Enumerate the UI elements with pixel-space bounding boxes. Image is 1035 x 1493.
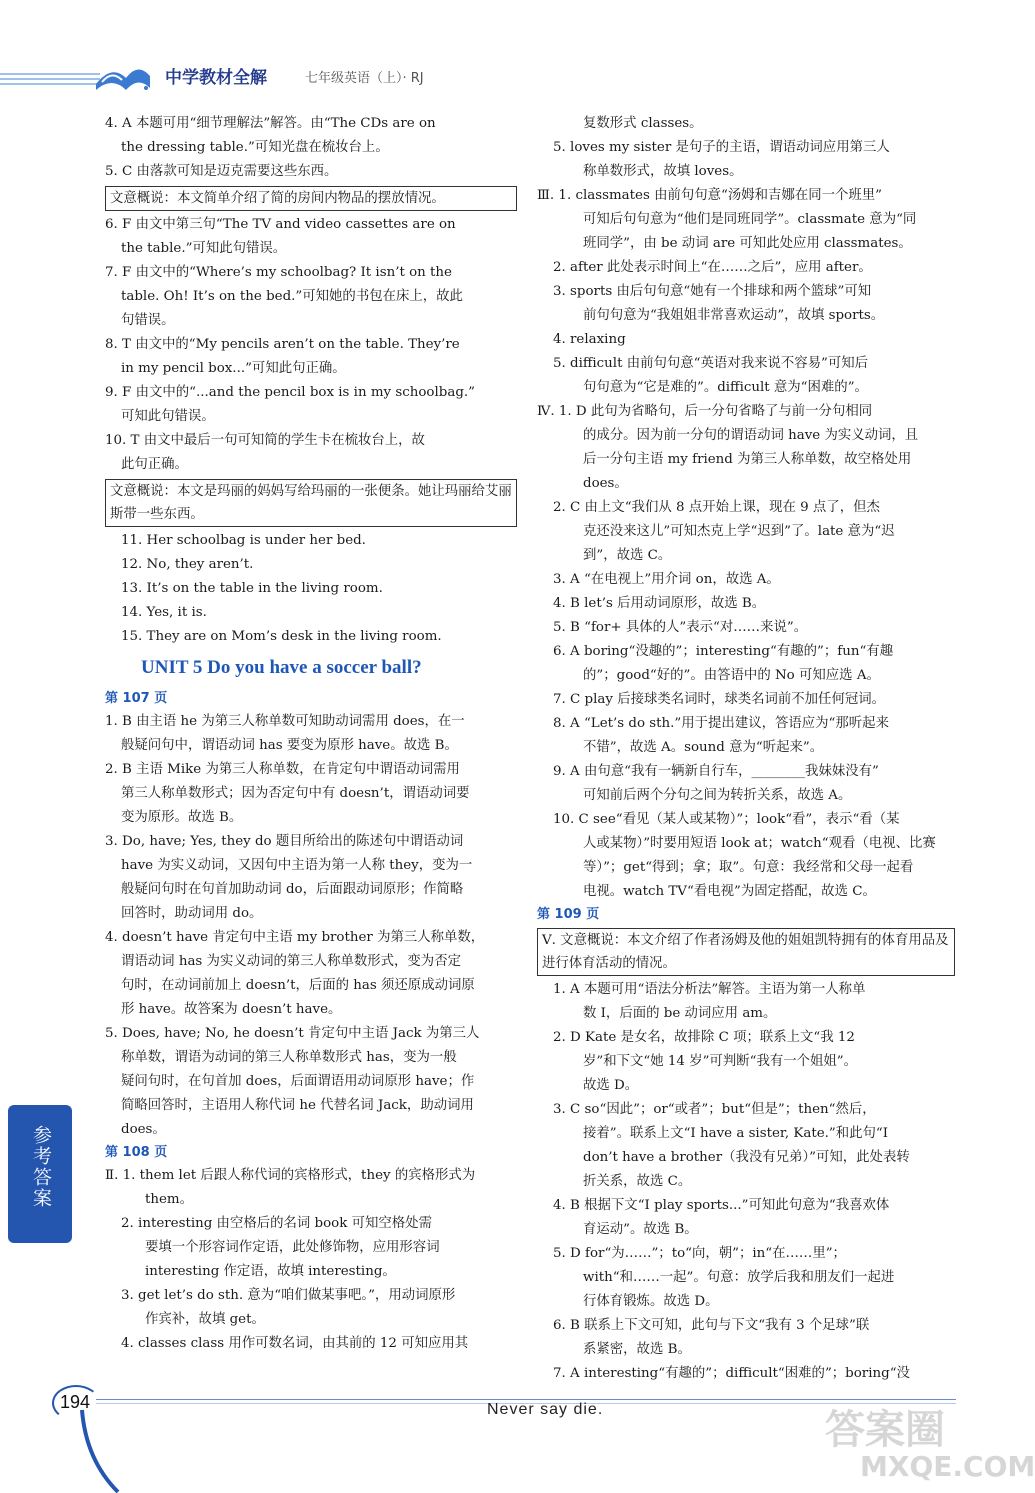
answer-line: 5. Does, have; No, he doesn’t 肯定句中主语 Jack 为第三人 [105, 1026, 480, 1041]
answer-line: 疑问句时，在句首加 does，后面谓语用动词原形 have；作 [121, 1074, 475, 1089]
answer-line: 8. T 由文中的“My pencils aren’t on the table. They’re [105, 337, 460, 352]
answer-line: 4. A 本题可用“细节理解法”解答。由“The CDs are on [105, 116, 436, 131]
answer-key-tab [8, 1105, 72, 1243]
answer-line: 7. A interesting“有趣的”；difficult“困难的”；boring“没 [553, 1366, 910, 1381]
book-series-title: 中学教材全解 [165, 68, 267, 88]
answer-line: 般疑问句中，谓语动词 has 要变为原形 have。故选 B。 [121, 738, 458, 753]
answer-line: 5. loves my sister 是句子的主语，谓语动词应用第三人 [553, 140, 890, 155]
right-column [537, 112, 955, 1386]
answer-line: 称单数，谓语为动词的第三人称单数形式 has，变为一般 [121, 1050, 457, 1065]
answer-line: in my pencil box...”可知此句正确。 [121, 361, 346, 376]
answer-line: 形 have。故答案为 doesn’t have。 [121, 1002, 342, 1017]
answer-line: 4. doesn’t have 肯定句中主语 my brother 为第三人称单数， [105, 930, 485, 945]
footer-swoosh-decor [78, 1410, 158, 1493]
answer-line: 可知后句句意为“他们是同班同学”。classmate 意为“同 [583, 212, 917, 227]
answer-line: 2. B 主语 Mike 为第三人称单数，在肯定句中谓语动词需用 [105, 762, 460, 777]
answer-line: 7. C play 后接球类名词时，球类名词前不加任何冠词。 [553, 692, 886, 707]
summary-box: 文意概说：本文简单介绍了简的房间内物品的摆放情况。 [105, 186, 517, 211]
summary-box: Ⅴ. 文意概说：本文介绍了作者汤姆及他的姐姐凯特拥有的体育用品及进行体育活动的情况。 [537, 928, 955, 976]
answer-line: 回答时，助动词用 do。 [121, 906, 263, 921]
answer-line: 9. A 由句意“我有一辆新自行车，________我妹妹没有” [553, 764, 879, 779]
answer-line: 岁”和下文“她 14 岁”可判断“我有一个姐姐”。 [583, 1054, 858, 1069]
answer-line: table. Oh! It’s on the bed.”可知她的书包在床上，故此 [121, 289, 463, 304]
answer-line: 4. B 根据下文“I play sports...”可知此句意为“我喜欢体 [553, 1198, 890, 1213]
answer-line: 10. C see“看见（某人或某物）”；look“看”，表示“看（某 [553, 812, 900, 827]
page-ref-heading: 第 109 页 [537, 907, 600, 922]
answer-line: Ⅱ. 1. them let 后跟人称代词的宾格形式，they 的宾格形式为 [105, 1168, 476, 1183]
answer-line: 14. Yes, it is. [121, 605, 207, 620]
answer-line: 简略回答时，主语用人称代词 he 代替名词 Jack，助动词用 [121, 1098, 474, 1113]
answer-line: 要填一个形容词作定语，此处修饰物，应用形容词 [145, 1240, 440, 1255]
answer-line: have 为实义动词，又因句中主语为第一人称 they，变为一 [121, 858, 473, 873]
answer-line: 此句正确。 [121, 457, 188, 472]
answer-line: don’t have a brother（我没有兄弟）”可知，此处表转 [583, 1150, 910, 1165]
answer-line: 人或某物）”时要用短语 look at；watch“观看（电视、比赛 [583, 836, 936, 851]
answer-line: 不错”，故选 A。sound 意为“听起来”。 [583, 740, 824, 755]
answer-line: 的成分。因为前一分句的谓语动词 have 为实义动词，且 [583, 428, 919, 443]
book-subject: 七年级英语（上）· RJ [305, 71, 424, 86]
answer-line: 般疑问句时在句首加助动词 do，后面跟动词原形；作简略 [121, 882, 464, 897]
unit-heading: UNIT 5 Do you have a soccer ball? [141, 657, 422, 678]
answer-line: 2. D Kate 是女名，故排除 C 项；联系上文“我 12 [553, 1030, 855, 1045]
answer-line: 4. classes class 用作可数名词，由其前的 12 可知应用其 [121, 1336, 469, 1351]
answer-line: 电视。watch TV“看电视”为固定搭配，故选 C。 [583, 884, 876, 899]
answer-line: 可知前后两个分句之间为转折关系，故选 A。 [583, 788, 852, 803]
answer-line: 3. A “在电视上”用介词 on，故选 A。 [553, 572, 780, 587]
answer-line: 10. T 由文中最后一句可知简的学生卡在梳妆台上，故 [105, 433, 425, 448]
answer-line: 等）”；get“得到；拿；取”。句意：我经常和父母一起看 [583, 860, 914, 875]
answer-line: does。 [121, 1122, 166, 1137]
answer-line: 后一分句主语 my friend 为第三人称单数，故空格处用 [583, 452, 912, 467]
footer-motto: Never say die. [487, 1401, 604, 1418]
answer-line: 到”，故选 C。 [583, 548, 672, 563]
answer-line: 前句句意为“我姐姐非常喜欢运动”，故填 sports。 [583, 308, 885, 323]
answer-line: them。 [145, 1192, 194, 1207]
answer-line: 谓语动词 has 为实义动词的第三人称单数形式，变为否定 [121, 954, 461, 969]
answer-line: 行体育锻炼。故选 D。 [583, 1294, 719, 1309]
answer-line: 句句意为“它是难的”。difficult 意为“困难的”。 [583, 380, 868, 395]
left-column [105, 112, 517, 1356]
summary-box: 文意概说：本文是玛丽的妈妈写给玛丽的一张便条。她让玛丽给艾丽斯带一些东西。 [105, 479, 517, 527]
answer-line: 12. No, they aren’t. [121, 557, 254, 572]
answer-line: 5. difficult 由前句句意“英语对我来说不容易”可知后 [553, 356, 869, 371]
answer-line: 可知此句错误。 [121, 409, 215, 424]
answer-line: the table.”可知此句错误。 [121, 241, 287, 256]
answer-line: Ⅳ. 1. D 此句为省略句，后一分句省略了与前一分句相同 [537, 404, 873, 419]
answer-line: 5. C 由落款可知是迈克需要这些东西。 [105, 164, 338, 179]
answer-line: 1. A 本题可用“语法分析法”解答。主语为第一人称单 [553, 982, 866, 997]
answer-line: 2. after 此处表示时间上“在……之后”，应用 after。 [553, 260, 872, 275]
answer-line: 3. C so“因此”；or“或者”；but“但是”；then“然后， [553, 1102, 876, 1117]
answer-line: 系紧密，故选 B。 [583, 1342, 691, 1357]
answer-line: 5. D for“为……”；to“向，朝”；in“在……里”； [553, 1246, 846, 1261]
answer-line: 句错误。 [121, 313, 175, 328]
answer-line: does。 [583, 476, 628, 491]
answer-line: 句时，在动词前加上 doesn’t，后面的 has 须还原成动词原 [121, 978, 475, 993]
answer-line: 1. B 由主语 he 为第三人称单数可知助动词需用 does，在一 [105, 714, 465, 729]
answer-line: 6. F 由文中第三句“The TV and video cassettes are on [105, 217, 456, 232]
answer-line: 班同学”，由 be 动词 are 可知此处应用 classmates。 [583, 236, 912, 251]
answer-line: 6. B 联系上下文可知，此句与下文“我有 3 个足球”联 [553, 1318, 870, 1333]
answer-line: 克还没来这儿”可知杰克上学“迟到”了。late 意为“迟 [583, 524, 895, 539]
answer-line: 13. It’s on the table in the living room. [121, 581, 383, 596]
answer-line: 称单数形式，故填 loves。 [583, 164, 743, 179]
answer-line: 复数形式 classes。 [583, 116, 703, 131]
answer-line: the dressing table.”可知光盘在梳妆台上。 [121, 140, 389, 155]
answer-line: 9. F 由文中的“...and the pencil box is in my schoolbag.” [105, 385, 475, 400]
answer-line: 15. They are on Mom’s desk in the living room. [121, 629, 442, 644]
page-ref-heading: 第 107 页 [105, 691, 168, 706]
answer-line: 3. Do, have; Yes, they do 题目所给出的陈述句中谓语动词 [105, 834, 464, 849]
watermark-url: MXQE.COM [860, 1450, 1035, 1483]
answer-line: 4. relaxing [553, 332, 626, 347]
tab-label: 参考答案 [30, 1125, 52, 1209]
answer-line: 4. B let’s 后用动词原形，故选 B。 [553, 596, 766, 611]
answer-line: 2. interesting 由空格后的名词 book 可知空格处需 [121, 1216, 432, 1231]
answer-line: 8. A “Let’s do sth.”用于提出建议，答语应为“那听起来 [553, 716, 889, 731]
answer-line: 11. Her schoolbag is under her bed. [121, 533, 366, 548]
answer-line: 折关系，故选 C。 [583, 1174, 692, 1189]
answer-line: 故选 D。 [583, 1078, 639, 1093]
answer-line: 变为原形。故选 B。 [121, 810, 243, 825]
answer-line: 数 I，后面的 be 动词应用 am。 [583, 1006, 777, 1021]
page-number: 194 [60, 1392, 91, 1412]
page-ref-heading: 第 108 页 [105, 1145, 168, 1160]
answer-line: interesting 作定语，故填 interesting。 [145, 1264, 396, 1279]
answer-line: 育运动”。故选 B。 [583, 1222, 698, 1237]
answer-line: 3. sports 由后句句意“她有一个排球和两个篮球”可知 [553, 284, 872, 299]
answer-line: 第三人称单数形式；因为否定句中有 doesn’t，谓语动词要 [121, 786, 470, 801]
answer-line: Ⅲ. 1. classmates 由前句句意“汤姆和吉娜在同一个班里” [537, 188, 883, 203]
answer-line: 接着”。联系上文“I have a sister, Kate.”和此句“I [583, 1126, 889, 1141]
answer-line: 7. F 由文中的“Where’s my schoolbag? It isn’t on the [105, 265, 452, 280]
book-logo-icon [92, 58, 152, 92]
answer-line: 作宾补，故填 get。 [145, 1312, 265, 1327]
answer-line: 5. B “for+ 具体的人”表示“对……来说”。 [553, 620, 808, 635]
answer-line: with“和……一起”。句意：放学后我和朋友们一起进 [583, 1270, 895, 1285]
header-decor-lines [0, 73, 100, 87]
answer-line: 的”；good“好的”。由答语中的 No 可知应选 A。 [583, 668, 880, 683]
answer-line: 2. C 由上文“我们从 8 点开始上课，现在 9 点了，但杰 [553, 500, 880, 515]
answer-line: 3. get let’s do sth. 意为“咱们做某事吧。”，用动词原形 [121, 1288, 456, 1303]
watermark-text: 答案圈 [825, 1407, 945, 1453]
answer-line: 6. A boring“没趣的”；interesting“有趣的”；fun“有趣 [553, 644, 894, 659]
